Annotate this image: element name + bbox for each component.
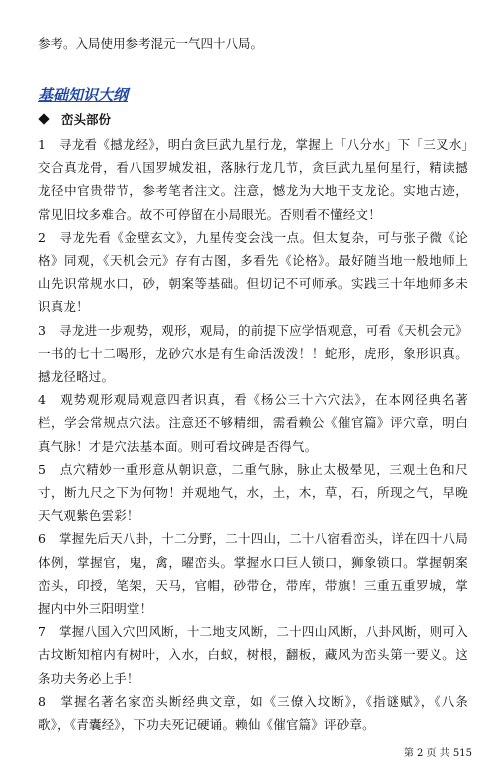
diamond-bullet-icon	[38, 113, 49, 124]
subheading-label: 峦头部份	[61, 112, 112, 127]
section-title: 基础知识大纲	[38, 86, 129, 104]
page-number: 第 2 页 共 515	[403, 748, 472, 759]
paragraph-5: 5 点穴精妙一重形意从朝识意，二重气脉，脉止太极晕见，三观土色和尺寸，断九尺之下为何物！并观地气，水，土，木，草，石，所现之气，早晚天气观紫色雲彩！	[38, 461, 468, 524]
paragraph-4: 4 观势观形观局观意四者识真，看《杨公三十六穴法》，在本网径典名著栏，学会常规点穴法。注意还不够精细，需看赖公《催官篇》评穴章，明白真气脉！才是穴法基本面。则可看坟碑是否得气。	[38, 392, 468, 454]
paragraph-2: 2 寻龙先看《金壁玄文》，九星传变会浅一点。但太复杂，可与张子微《论格》同观，《天机会元》存有古图，多看先《论格》。最好随当地一般地师上山先识常规水口，砂，朝案等基础。但切记不可师承。实践三十年地师多未识真龙！	[38, 229, 468, 315]
paragraph-3: 3 寻龙进一步观势，观形，观局，的前提下应学悟观意，可看《天机会元》一书的七十二喝形，龙砂穴水是有生命活泼泼！！蛇形，虎形，象形识真。撼龙径略过。	[38, 322, 468, 385]
body-text	[38, 133, 468, 736]
paragraph-1: 1 寻龙看《撼龙经》，明白贪巨武九星行龙，掌握上「八分水」下「三叉水」交合真龙骨，看八国罗城发祖，落脉行龙几节，贪巨武九星何星行，精读撼龙径中官贵带节，参考笔者注文。注意，憾龙为大地干支龙论。实地古迹，常见旧坟多难合。故不可停留在小局眼光。否则看不懂经文！	[38, 137, 468, 222]
paragraph-8: 8 掌握名著名家峦头断经典文章，如《三僚入坟断》，《指谜赋》，《八条歌》，《青囊经》，下功夫死记硬诵。赖仙《催官篇》评砂章。	[38, 693, 468, 733]
intro-line: 参考。入局使用参考混元一气四十八局。	[38, 36, 264, 51]
subheading	[38, 110, 111, 128]
paragraph-7: 7 掌握八国入穴凹风断，十二地支风断，二十四山风断，八卦风断，则可入古坟断知棺内有树叶，入水，白蚁，树根，翻板，藏风为峦头第一要义。这条功夫务必上手！	[38, 624, 468, 686]
paragraph-6: 6 掌握先后天八卦，十二分野，二十四山，二十八宿看峦头，详在四十八局体例，掌握官，鬼，禽，曜峦头。掌握水口巨人锁口，狮象锁口。掌握朝案峦头，印授，笔架，天马，官帽，砂带仓，带库，带旗！三重五重罗城，掌握内中外三阳明堂！	[38, 531, 468, 617]
